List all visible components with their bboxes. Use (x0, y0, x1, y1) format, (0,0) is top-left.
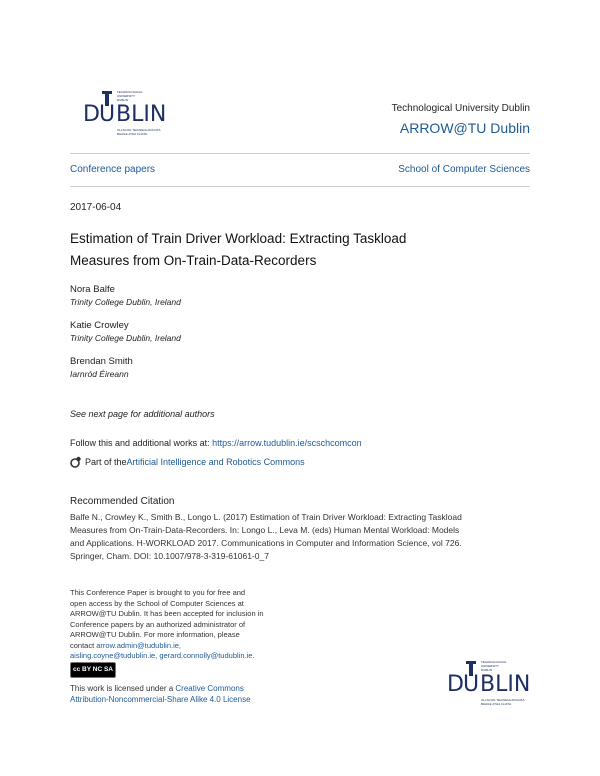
logo2-letter-u: U (463, 672, 480, 697)
contact-suffix: . (252, 651, 255, 660)
logo-letters-blin: BLIN (116, 102, 167, 127)
logo2-bottom-line-1: OLLSCOIL TEICNEOLAIOCHTA (481, 698, 525, 702)
divider-nav (70, 186, 530, 187)
author-1-name: Nora Balfe (70, 284, 115, 295)
notice-line-2: open access by the School of Computer Sciences at (70, 598, 244, 608)
license-line-1 (70, 683, 251, 694)
notice-line-5: ARROW@TU Dublin. For more information, please (70, 630, 240, 639)
cc-link-part-1[interactable]: Creative Commons (175, 684, 244, 693)
contact-email-link-1[interactable]: arrow.admin@tudublin.ie, (96, 640, 182, 650)
logo-letter-d: D (83, 102, 100, 127)
access-notice (70, 588, 264, 662)
cc-link-part-2[interactable]: Attribution-Noncommercial-Share Alike 4.0 License (70, 695, 251, 704)
cc-badge-text: cc BY NC SA (73, 666, 113, 673)
citation-line-3: and Applications. H-WORKLOAD 2017. Communications in Computer and Information Science, vol 726. (70, 538, 462, 548)
contact-email-link-2[interactable]: aisling.coyne@tudublin.ie, gerard.connolly@tudublin.ie (70, 651, 253, 660)
logo2-top-line-3: DUBLIN (481, 668, 493, 672)
conference-papers-link[interactable]: Conference papers (70, 164, 156, 175)
license-prefix: This work is licensed under a (70, 684, 176, 693)
author-2-affiliation: Trinity College Dublin, Ireland (70, 333, 181, 343)
divider-top (70, 153, 530, 154)
logo2-top-line-2: UNIVERSITY (481, 664, 500, 668)
contact-prefix: contact (70, 640, 97, 650)
logo-bottom-line-2: BHAILE ATHA CLIATH (117, 132, 148, 136)
cc-license-badge[interactable] (70, 662, 116, 678)
citation-line-1: Balfe N., Crowley K., Smith B., Longo L. (2017) Estimation of Train Driver Workload: Extracting Taskload (70, 512, 462, 522)
citation-heading: Recommended Citation (70, 496, 175, 507)
repository-link[interactable]: ARROW@TU Dublin (399, 120, 530, 136)
see-next-page-note: See next page for additional authors (70, 409, 215, 419)
logo2-letter-d: D (447, 672, 464, 697)
license-text (70, 683, 251, 705)
network-icon (70, 456, 82, 468)
citation-line-2: Measures from On-Train-Data-Recorders. In: Longo L., Leva M. (eds) Human Mental Workload: Models (70, 525, 460, 535)
notice-line-3: ARROW@TU Dublin. It has been accepted for inclusion in (70, 609, 264, 618)
citation-line-4: Springer, Cham. DOI: 10.1007/978-3-319-61061-0_7 (70, 551, 269, 561)
follow-text: Follow this and additional works at: (70, 438, 213, 448)
author-1-affiliation: Trinity College Dublin, Ireland (70, 297, 181, 307)
logo2-bottom-line-2: BHAILE ATHA CLIATH (481, 702, 512, 706)
paper-title-line-2: Measures from On-Train-Data-Recorders (70, 253, 317, 268)
commons-link[interactable]: Artificial Intelligence and Robotics Commons (126, 457, 305, 467)
logo-bottom-line-1: OLLSCOIL TEICNEOLAIOCHTA (117, 128, 161, 132)
notice-line-1: This Conference Paper is brought to you for free and (70, 588, 246, 597)
logo2-letters-blin: BLIN (480, 672, 531, 697)
part-of-text: Part of the (85, 457, 127, 467)
author-2-name: Katie Crowley (70, 320, 129, 331)
follow-line (70, 438, 362, 448)
part-of-line (70, 456, 305, 468)
publication-date: 2017-06-04 (70, 202, 122, 213)
school-link[interactable]: School of Computer Sciences (398, 164, 530, 175)
logo-letter-u: U (99, 102, 116, 127)
citation-block (70, 511, 462, 563)
tu-dublin-logo-top (83, 90, 165, 140)
institution-name: Technological University Dublin (391, 103, 530, 114)
notice-line-6 (70, 641, 264, 652)
author-3-affiliation: Iarnród Éireann (70, 369, 129, 379)
paper-title-line-1: Estimation of Train Driver Workload: Extracting Taskload (70, 231, 407, 246)
notice-line-4: Conference papers by an authorized administrator of (70, 619, 246, 629)
logo-top-line-2: UNIVERSITY (117, 94, 136, 98)
collection-url-link[interactable]: https://arrow.tudublin.ie/scschcomcon (212, 438, 362, 448)
logo-top-line-1: TECHNOLOGICAL (117, 90, 143, 94)
notice-line-7 (70, 651, 264, 662)
logo2-top-line-1: TECHNOLOGICAL (481, 660, 507, 664)
logo-top-line-3: DUBLIN (117, 98, 129, 102)
tu-dublin-logo-bottom (447, 660, 529, 710)
author-3-name: Brendan Smith (70, 356, 133, 367)
